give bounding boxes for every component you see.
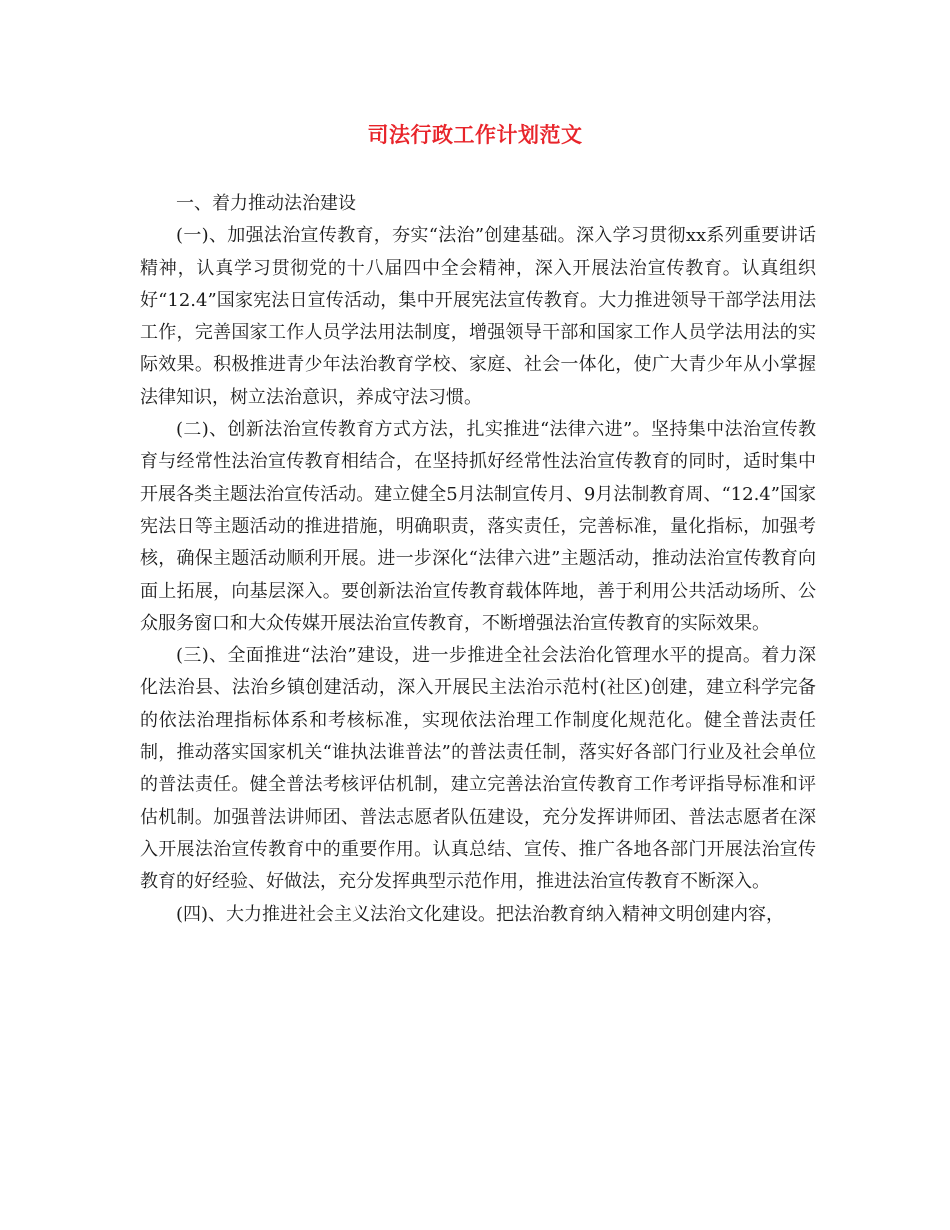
document-body xyxy=(140,188,816,931)
paragraph-1: (一)、加强法治宣传教育，夯实“法治”创建基础。深入学习贯彻xx系列重要讲话精神，认真学习贯彻党的十八届四中全会精神，深入开展法治宣传教育。认真组织好“12.4”国家宪法日宣传活动，集中开展宪法宣传教育。大力推进领导干部学法用法工作，完善国家工作人员学法用法制度，增强领导干部和国家工作人员学法用法的实际效果。积极推进青少年法治教育学校、家庭、社会一体化，使广大青少年从小掌握法律知识，树立法治意识，养成守法习惯。 xyxy=(140,225,816,408)
paragraph-4: (四)、大力推进社会主义法治文化建设。把法治教育纳入精神文明创建内容， xyxy=(176,903,785,925)
section-heading: 一、着力推动法治建设 xyxy=(176,193,356,214)
paragraph-3: (三)、全面推进“法治”建设，进一步推进全社会法治化管理水平的提高。着力深化法治县、法治乡镇创建活动，深入开展民主法治示范村(社区)创建，建立科学完备的依法治理指标体系和考核标准，实现依法治理工作制度化规范化。健全普法责任制，推动落实国家机关“谁执法谁普法”的普法责任制，落实好各部门行业及社会单位的普法责任。健全普法考核评估机制，建立完善法治宣传教育工作考评指导标准和评估机制。加强普法讲师团、普法志愿者队伍建设，充分发挥讲师团、普法志愿者在深入开展法治宣传教育中的重要作用。认真总结、宣传、推广各地各部门开展法治宣传教育的好经验、好做法，充分发挥典型示范作用，推进法治宣传教育不断深入。 xyxy=(140,645,816,893)
document-title: 司法行政工作计划范文 xyxy=(367,122,583,147)
paragraph-2: (二)、创新法治宣传教育方式方法，扎实推进“法律六进”。坚持集中法治宣传教育与经常性法治宣传教育相结合，在坚持抓好经常性法治宣传教育的同时，适时集中开展各类主题法治宣传活动。建立健全5月法制宣传月、9月法制教育周、“12.4”国家宪法日等主题活动的推进措施，明确职责，落实责任，完善标准，量化指标，加强考核，确保主题活动顺利开展。进一步深化“法律六进”主题活动，推动法治宣传教育向面上拓展，向基层深入。要创新法治宣传教育载体阵地，善于利用公共活动场所、公众服务窗口和大众传媒开展法治宣传教育，不断增强法治宣传教育的实际效果。 xyxy=(140,419,816,634)
